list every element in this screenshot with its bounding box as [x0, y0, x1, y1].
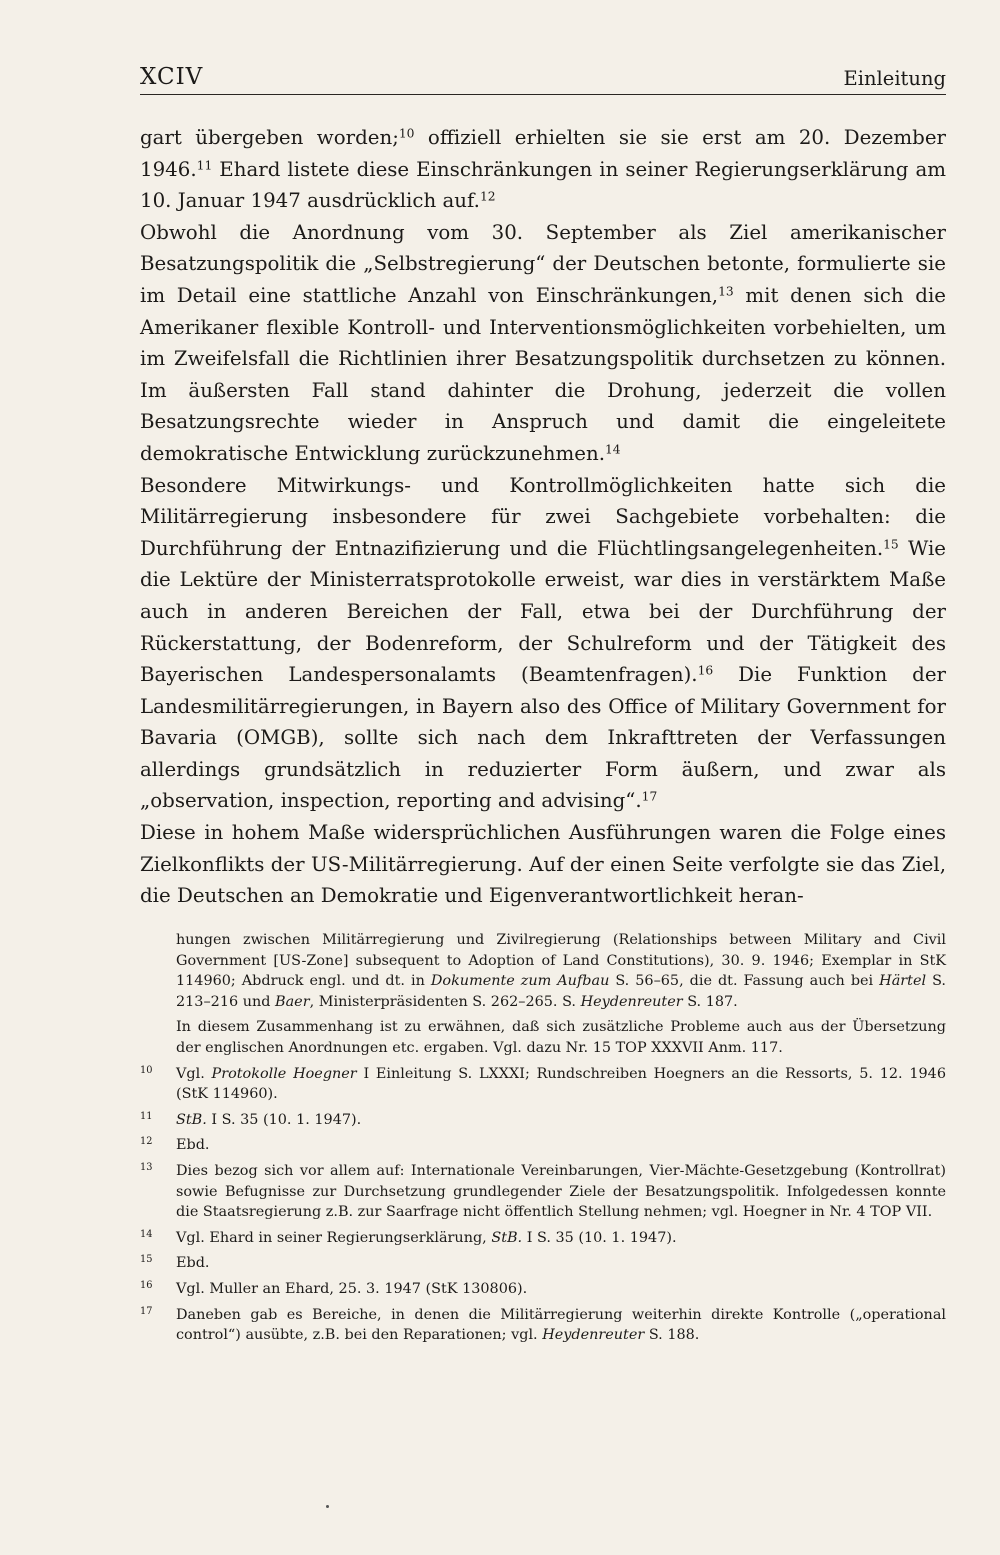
text-run: Daneben gab es Bereiche, in denen die Militärregierung weiterhin direkte Kontrolle („operational control“) ausübte, z.B. bei den Reparationen; vgl. [176, 1306, 946, 1344]
running-header [140, 58, 946, 95]
footnotes [140, 930, 946, 1351]
text-run: I S. 35 (10. 1. 1947). [206, 1111, 362, 1128]
text-run: Ehard listete diese Einschränkungen in seiner Regierungserklärung am 10. Januar 1947 ausdrücklich auf. [140, 157, 946, 213]
text-run: Diese in hohem Maße widersprüchlichen Ausführungen waren die Folge eines Zielkonflikts der US-Militärregierung. Auf der einen Seite verfolgte sie das Ziel, die Deutschen an Demokratie und Eigenverantwortlichkeit heran- [140, 821, 946, 908]
footnote-number: 11 [140, 1110, 153, 1122]
footnote [140, 1253, 946, 1274]
footnote-number: 16 [140, 1279, 153, 1291]
footnote-reference: 16 [697, 663, 714, 678]
footnote-reference: 11 [196, 157, 213, 172]
footnote-number: 17 [140, 1305, 153, 1317]
paper-speck [326, 1505, 329, 1508]
italic-title: Protokolle Hoegner [211, 1065, 357, 1082]
footnote-number: 13 [140, 1161, 153, 1173]
italic-title: Baer [275, 993, 310, 1010]
paragraph [140, 122, 946, 217]
text-run: Vgl. [176, 1065, 212, 1082]
text-run: offiziell erhielten sie sie erst am 20. Dezember 1946. [140, 126, 946, 181]
footnote [140, 1135, 946, 1156]
italic-title: Dokumente zum Aufbau [430, 973, 610, 990]
paragraph [140, 217, 946, 470]
footnote [140, 1305, 946, 1346]
text-run: Ebd. [176, 1137, 210, 1154]
page-number: XCIV [140, 64, 204, 90]
paragraph [140, 817, 946, 912]
italic-title: Heydenreuter [580, 993, 683, 1010]
text-run: mit denen sich die Amerikaner flexible Kontroll- und Interventionsmöglichkeiten vorbehielten, um im Zweifelsfall die Richtlinien ihrer Besatzungspolitik durchsetzen zu können. Im äußersten Fall stand dahinter die Drohung, jederzeit die vollen Besatzungsrechte wieder in Anspruch und damit die eingeleitete demokratische Entwicklung zurückzunehmen. [140, 283, 947, 465]
footnote-reference: 12 [479, 189, 496, 204]
text-run: Dies bezog sich vor allem auf: Internationale Vereinbarungen, Vier-Mächte-Gesetzgebung (Kontrollrat) sowie Befugnisse zur Durchsetzung grundlegender Ziele der Besatzungspolitik. Infolgedessen konnte die Staatsregierung z.B. zur Saarfrage nicht öffentlich Stellung nehmen; vgl. Hoegner in Nr. 4 TOP VII. [176, 1162, 946, 1221]
footnote [140, 1228, 946, 1249]
italic-title: StB. [176, 1111, 207, 1128]
footnote [140, 930, 946, 1012]
text-run: gart übergeben worden; [140, 126, 399, 149]
main-text [140, 122, 946, 912]
text-run: Wie die Lektüre der Ministerratsprotokolle erweist, war dies in verstärktem Maße auch in anderen Bereichen der Fall, etwa bei der Durchführung der Rückerstattung, der Bodenreform, der Schulreform und der Tätigkeit des Bayerischen Landespersonalamts (Beamtenfragen). [140, 536, 946, 687]
footnote-number: 10 [140, 1064, 153, 1076]
footnote [140, 1017, 946, 1058]
text-run: Die Funktion der Landesmilitärregierungen, in Bayern also des Office of Military Government for Bavaria (OMGB), sollte sich nach dem Inkrafttreten der Verfassungen allerdings grundsätzlich in reduzierter Form äußern, und zwar als „observation, inspection, reporting and advising“. [140, 663, 946, 813]
footnote-number: 14 [140, 1228, 153, 1240]
text-run: Obwohl die Anordnung vom 30. September als Ziel amerikanischer Besatzungspolitik die „Selbstregierung“ der Deutschen betonte, formulierte sie im Detail eine stattliche Anzahl von Einschränkungen, [140, 220, 946, 307]
italic-title: Härtel [879, 973, 927, 990]
footnote [140, 1161, 946, 1223]
text-run: I Einleitung S. LXXXI; Rundschreiben Hoegners an die Ressorts, 5. 12. 1946 (StK 114960). [176, 1065, 946, 1103]
footnote [140, 1279, 946, 1300]
text-run: I S. 35 (10. 1. 1947). [522, 1229, 677, 1246]
italic-title: StB. [491, 1229, 523, 1246]
italic-title: Heydenreuter [542, 1327, 645, 1344]
text-run: In diesem Zusammenhang ist zu erwähnen, daß sich zusätzliche Probleme auch aus der Übersetzung der englischen Anordnungen etc. ergaben. Vgl. dazu Nr. 15 TOP XXXVII Anm. 117. [176, 1019, 946, 1056]
footnote-reference: 17 [641, 789, 658, 804]
text-run: , Ministerpräsidenten S. 262–265. S. [309, 993, 581, 1010]
text-run: Besondere Mitwirkungs- und Kontrollmöglichkeiten hatte sich die Militärregierung insbesondere für zwei Sachgebiete vorbehalten: die Durchführung der Entnazifizierung und die Flüchtlingsangelegenheiten. [140, 473, 946, 560]
text-run: S. 213–216 und [176, 973, 946, 1010]
text-run: S. 187. [682, 993, 738, 1010]
footnote-number: 12 [140, 1136, 153, 1148]
footnote-reference: 14 [605, 442, 621, 457]
footnote [140, 1064, 946, 1105]
footnote-reference: 10 [398, 126, 415, 141]
text-run: Ebd. [176, 1255, 210, 1272]
footnote-number: 15 [140, 1254, 153, 1266]
paragraph [140, 470, 946, 818]
text-run: S. 188. [644, 1327, 700, 1344]
section-title: Einleitung [843, 67, 946, 90]
footnote-reference: 13 [718, 284, 734, 299]
footnote [140, 1110, 946, 1131]
text-run: Vgl. Muller an Ehard, 25. 3. 1947 (StK 130806). [176, 1280, 528, 1297]
text-run: S. 56–65, die dt. Fassung auch bei [609, 973, 880, 990]
footnote-reference: 15 [883, 536, 899, 551]
text-run: hungen zwischen Militärregierung und Zivilregierung (Relationships between Military and Civil Government [US-Zone] subsequent to Adoption of Land Constitutions), 30. 9. 1946; Exemplar in StK 114960; Abdruck engl. und dt. in [176, 932, 946, 990]
text-run: Vgl. Ehard in seiner Regierungserklärung, [176, 1229, 492, 1246]
